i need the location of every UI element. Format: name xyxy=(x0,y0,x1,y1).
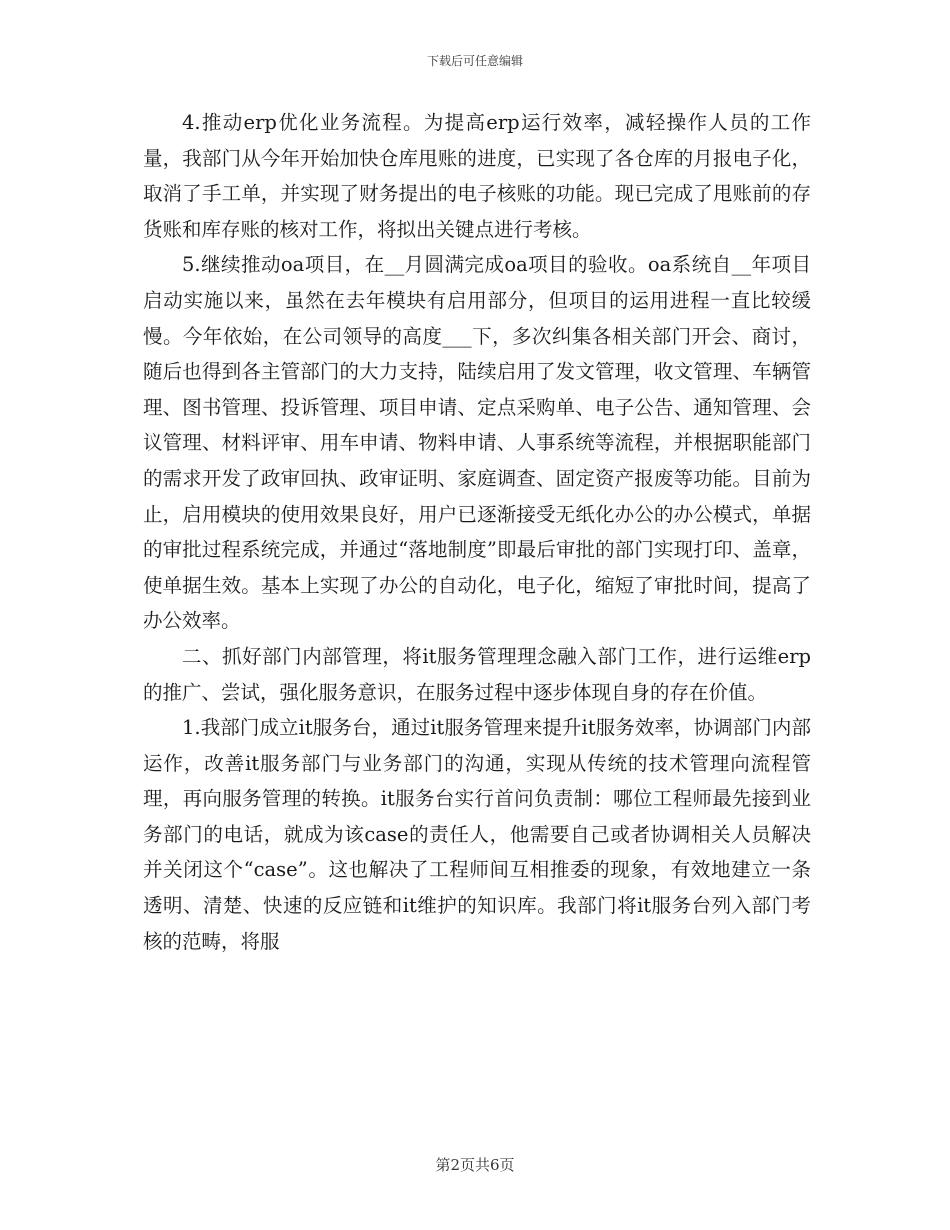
paragraph-oa-project: 5.继续推动oa项目，在__月圆满完成oa项目的验收。oa系统自__年项目启动实施以来，虽然在去年模块有启用部分，但项目的运用进程一直比较缓慢。今年依始，在公司领导的高度___下，多次纠集各相关部门开会、商讨，随后也得到各主管部门的大力支持，陆续启用了发文管理，收文管理、车辆管理、图书管理、投诉管理、项目申请、定点采购单、电子公告、通知管理、会议管理、材料评审、用车申请、物料申请、人事系统等流程，并根据职能部门的需求开发了政审回执、政审证明、家庭调查、固定资产报废等功能。目前为止，启用模块的使用效果良好，用户已逐渐接受无纸化办公的办公模式，单据的审批过程系统完成，并通过“落地制度”即最后审批的部门实现打印、盖章，使单据生效。基本上实现了办公的自动化，电子化，缩短了审批时间，提高了办公效率。 xyxy=(143,253,811,633)
page-number: 第2页共6页 xyxy=(435,1156,515,1174)
paragraph-erp-process: 4.推动erp优化业务流程。为提高erp运行效率，减轻操作人员的工作量，我部门从今年开始加快仓库甩账的进度，已实现了各仓库的月报电子化，取消了手工单，并实现了财务提出的电子核账的功能。现已完成了甩账前的存货账和库存账的核对工作，将拟出关键点进行考核。 xyxy=(143,111,811,241)
paragraph-it-service-desk: 1.我部门成立it服务台，通过it服务管理来提升it服务效率，协调部门内部运作，改善it服务部门与业务部门的沟通，实现从传统的技术管理向流程管理，再向服务管理的转换。it服务台实行首问负责制：哪位工程师最先接到业务部门的电话，就成为该case的责任人，他需要自己或者协调相关人员解决并关闭这个“case”。这也解决了工程师间互相推委的现象，有效地建立一条透明、清楚、快速的反应链和it维护的知识库。我部门将it服务台列入部门考核的范畴，将服 xyxy=(143,716,811,953)
document-body xyxy=(143,105,811,959)
paragraph-section-two-heading: 二、抓好部门内部管理，将it服务管理理念融入部门工作，进行运维erp的推广、尝试，强化服务意识，在服务过程中逐步体现自身的存在价值。 xyxy=(143,644,811,704)
page-header-note: 下载后可任意编辑 xyxy=(426,54,523,68)
